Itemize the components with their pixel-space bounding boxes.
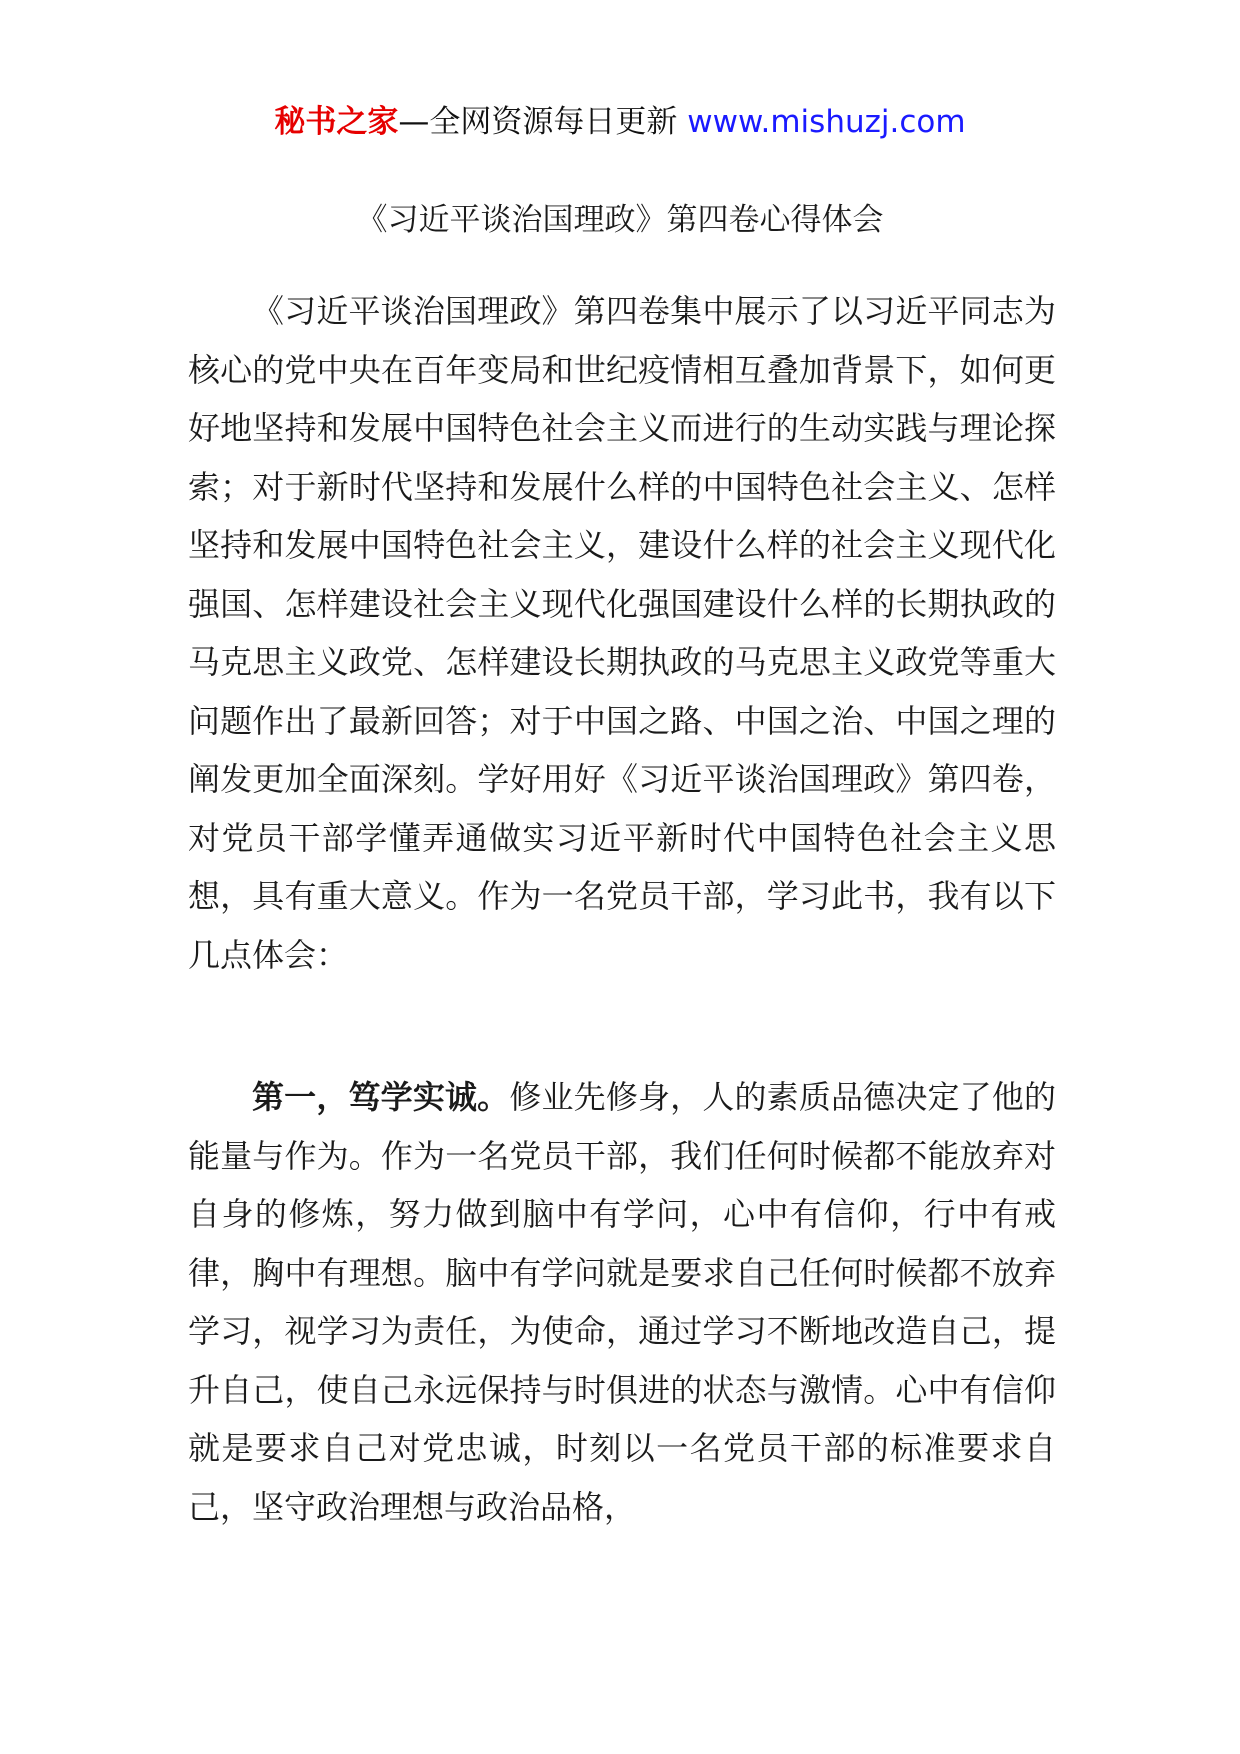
- paragraph-lead-heading: 第一，笃学实诚。: [252, 1078, 510, 1116]
- document-title: 《习近平谈治国理政》第四卷心得体会: [356, 202, 884, 238]
- site-brand: 秘书之家: [274, 104, 399, 140]
- paragraph-first-point-text: 修业先修身，人的素质品德决定了他的能量与作为。作为一名党员干部，我们任何时候都不能放弃对自身的修炼，努力做到脑中有学问，心中有信仰，行中有戒律，胸中有理想。脑中有学问就是要求自己任何时候都不放弃学习，视学习为责任，为使命，通过学习不断地改造自己，提升自己，使自己永远保持与时俱进的状态与激情。心中有信仰就是要求自己对党忠诚，时刻以一名党员干部的标准要求自己，坚守政治理想与政治品格，: [188, 1078, 1056, 1526]
- site-url-link[interactable]: www.mishuzj.com: [687, 104, 966, 140]
- site-header: [0, 100, 1240, 144]
- paragraph-first-point: [188, 1068, 1056, 1536]
- site-tagline: —全网资源每日更新: [398, 104, 678, 140]
- paragraph-intro: 《习近平谈治国理政》第四卷集中展示了以习近平同志为核心的党中央在百年变局和世纪疫情相互叠加背景下，如何更好地坚持和发展中国特色社会主义而进行的生动实践与理论探索；对于新时代坚持和发展什么样的中国特色社会主义、怎样坚持和发展中国特色社会主义，建设什么样的社会主义现代化强国、怎样建设社会主义现代化强国建设什么样的长期执政的马克思主义政党、怎样建设长期执政的马克思主义政党等重大问题作出了最新回答；对于中国之路、中国之治、中国之理的阐发更加全面深刻。学好用好《习近平谈治国理政》第四卷，对党员干部学懂弄通做实习近平新时代中国特色社会主义思想，具有重大意义。作为一名党员干部，学习此书，我有以下几点体会：: [188, 292, 1056, 974]
